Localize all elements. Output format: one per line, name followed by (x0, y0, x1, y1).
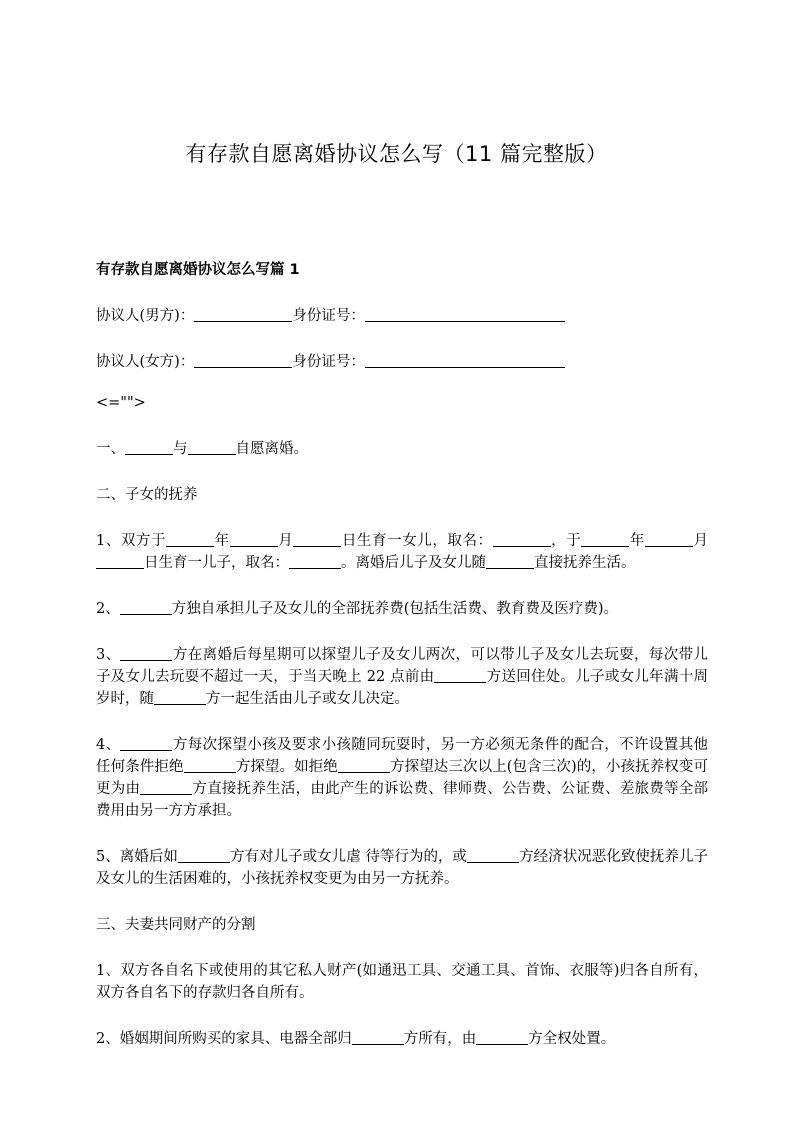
document-title: 有存款自愿离婚协议怎么写（11 篇完整版） (185, 142, 608, 166)
blank-field[interactable] (96, 553, 144, 569)
blank-field[interactable] (352, 1029, 404, 1045)
party-female-line: 协议人(女方)： 身份证号： (96, 351, 708, 373)
blank-field[interactable] (120, 645, 172, 661)
blank-field[interactable] (289, 553, 341, 569)
placeholder-line: <=""> (96, 395, 146, 411)
clause-3-2: 2、婚姻期间所购买的家具、电器全部归 方所有，由 方全权处置。 (96, 1031, 616, 1047)
blank-field[interactable] (125, 439, 173, 455)
blank-field[interactable] (194, 352, 292, 368)
clause-1: 一、 与 自愿离婚。 (96, 441, 308, 457)
blank-field[interactable] (493, 531, 551, 547)
blank-field[interactable] (120, 599, 172, 615)
party-male-line: 协议人(男方)： 身份证号： (96, 305, 708, 327)
blank-field[interactable] (434, 667, 486, 683)
blank-field[interactable] (476, 1029, 528, 1045)
clause-3-1: 1、双方各自名下或使用的其它私人财产(如通迅工具、交通工具、首饰、衣服等)归各自所有，双方各自名下的存款归各自所有。 (96, 963, 708, 1001)
blank-field[interactable] (230, 531, 278, 547)
blank-field[interactable] (184, 757, 236, 773)
document-body (96, 258, 708, 1074)
clause-2-1: 1、双方于 年 月 日生育一女儿，取名： ，于 年 月日生育一儿子，取名： 。离婚后儿子及女儿随 直接抚养生活。 (96, 533, 709, 571)
blank-field[interactable] (467, 847, 519, 863)
blank-field[interactable] (154, 689, 206, 705)
blank-field[interactable] (293, 531, 341, 547)
blank-field[interactable] (188, 439, 236, 455)
clause-2-5: 5、离婚后如 方有对儿子或女儿虐 待等行为的，或 方经济状况恶化致使抚养儿子及女儿的生活困难的，小孩抚养权变更为由另一方抚养。 (96, 849, 708, 887)
blank-field[interactable] (338, 757, 390, 773)
blank-field[interactable] (365, 352, 565, 368)
blank-field[interactable] (581, 531, 629, 547)
blank-field[interactable] (178, 847, 230, 863)
section-2-heading: 二、子女的抚养 (96, 487, 198, 503)
blank-field[interactable] (166, 531, 214, 547)
blank-field[interactable] (365, 306, 565, 322)
blank-field[interactable] (645, 531, 693, 547)
section-heading: 有存款自愿离婚协议怎么写篇 1 (96, 262, 300, 278)
blank-field[interactable] (486, 553, 534, 569)
blank-field[interactable] (120, 735, 172, 751)
clause-2-3: 3、 方在离婚后每星期可以探望儿子及女儿两次，可以带儿子及女儿去玩耍，每次带儿子及女儿去玩耍不超过一天，于当天晚上 22 点前由 方送回住处。儿子或女儿年满十周岁时，随 方一起生活由儿子或女儿决定。 (96, 647, 708, 707)
clause-2-4: 4、 方每次探望小孩及要求小孩随同玩耍时，另一方必须无条件的配合，不许设置其他任何条件拒绝 方探望。如拒绝 方探望达三次以上(包含三次)的，小孩抚养权变可更为由 方直接抚养生活，由此产生的诉讼费、律师费、公告费、公证费、差旅费等全部费用由另一方方承担。 (96, 737, 709, 819)
section-3-heading: 三、夫妻共同财产的分割 (96, 917, 256, 933)
clause-2-2: 2、 方独自承担儿子及女儿的全部抚养费(包括生活费、教育费及医疗费)。 (96, 601, 619, 617)
blank-field[interactable] (140, 779, 192, 795)
blank-field[interactable] (194, 306, 292, 322)
